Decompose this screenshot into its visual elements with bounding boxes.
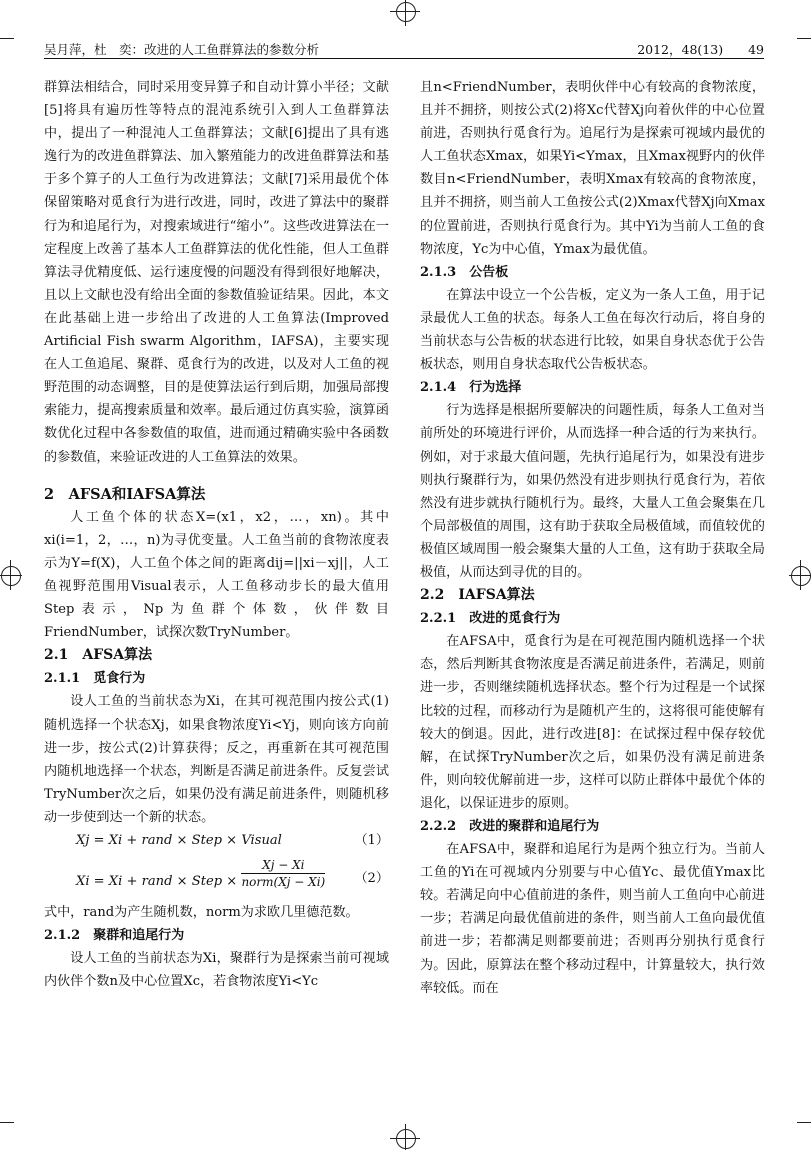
subsubsection-heading: 2.1.1 觅食行为 xyxy=(44,671,146,687)
equation-2 xyxy=(44,857,389,901)
crop-mark-bottom xyxy=(390,1124,420,1150)
right-column xyxy=(420,76,765,1000)
body-paragraph: 且n<FriendNumber，表明伙伴中心有较高的食物浓度，且并不拥挤，则按公式(2)将Xc代替Xj向着伙伴的中心位置前进，否则执行觅食行为。追尾行为是探索可视域内最优的人工鱼状态Xmax，如果Yi<Ymax，且Xmax视野内的伙伴数目n<FriendNumber，表明Xmax有较高的食物浓度，且并不拥挤，则当前人工鱼按公式(2)Xmax代替Xj向Xmax的位置前进，否则执行觅食行为。其中Yi为当前人工鱼的食物浓度，Yc为中心值，Ymax为最优值。 xyxy=(420,80,765,257)
subsubsection-heading: 2.1.2 聚群和追尾行为 xyxy=(44,928,185,944)
body-paragraph: 式中，rand为产生随机数，norm为求欧几里德范数。 xyxy=(44,905,359,920)
body-paragraph: 在AFSA中，聚群和追尾行为是两个独立行为。当前人工鱼的Yi在可视域内分别要与中心值Yc、最优值Ymax比较。若满足向中心值前进的条件，则当前人工鱼向中心前进一步；若满足向最优值前进的条件，则当前人工鱼向最优值前进一步；若都满足则都要前进；否则再分别执行觅食行为。因此，原算法在整个移动过程中，计算量较大，执行效率较低。而在 xyxy=(420,842,765,996)
body-paragraph: 行为选择是根据所要解决的问题性质，每条人工鱼对当前所处的环境进行评价，从而选择一种合适的行为来执行。例如，对于求最大值问题，先执行追尾行为，如果没有进步则执行聚群行为，如果仍然没有进步则执行觅食行为，若依然没有进步就执行随机行为。最终，大量人工鱼会聚集在几个局部极值的周围，这有助于获取全局极值域，而值较优的极值区域周围一般会聚集大量的人工鱼，这有助于获取全局极值，从而达到寻优的目的。 xyxy=(420,403,765,580)
body-paragraph: 设人工鱼的当前状态为Xi，在其可视范围内按公式(1)随机选择一个状态Xj，如果食物浓度Yi<Yj，则向该方向前进一步，按公式(2)计算获得；反之，再重新在其可视范围内随机地选择一个状态，判断是否满足前进条件。反复尝试TryNumber次之后，如果仍没有满足前进条件，则随机移动一步使到达一个新的状态。 xyxy=(44,694,389,825)
equation-1 xyxy=(44,829,389,857)
subsubsection-heading: 2.1.4 行为选择 xyxy=(420,380,522,396)
subsubsection-heading: 2.2.1 改进的觅食行为 xyxy=(420,611,561,627)
subsection-heading: 2.2 IAFSA算法 xyxy=(420,587,535,604)
body-paragraph: 在AFSA中，觅食行为是在可视范围内随机选择一个状态，然后判断其食物浓度是否满足前进条件，若满足，则前进一步，否则继续随机选择状态。整个行为过程是一个试探比较的过程，而移动行为是随机产生的，这将很可能使解有较大的倒退。因此，进行改进[8]：在试探过程中保存较优解，在试探TryNumber次之后，如果仍没有满足前进条件，则向较优解前进一步，这样可以防止群体中最优个体的退化，以保证进步的原则。 xyxy=(420,634,765,811)
subsubsection-heading: 2.2.2 改进的聚群和追尾行为 xyxy=(420,819,600,834)
running-header xyxy=(44,38,764,58)
subsubsection-heading: 2.1.3 公告板 xyxy=(420,264,509,280)
crop-mark-left xyxy=(0,560,22,590)
header-rule xyxy=(44,58,764,59)
corner-mark-tl xyxy=(0,38,14,39)
corner-mark-bl xyxy=(0,1122,14,1123)
body-paragraph: 在算法中设立一个公告板，定义为一条人工鱼，用于记录最优人工鱼的状态。每条人工鱼在每次行动后，将自身的当前状态与公告板的状态进行比较，如果自身状态优于公告板状态，则用自身状态取代公告板状态。 xyxy=(420,287,765,373)
section-heading: 2 AFSA和IAFSA算法 xyxy=(44,485,206,503)
corner-mark-tr xyxy=(797,38,811,39)
crop-mark-right xyxy=(789,560,811,590)
body-paragraph: 群算法相结合，同时采用变异算子和自动计算小半径；文献[5]将具有遍历性等特点的混沌系统引入到人工鱼群算法中，提出了一种混沌人工鱼群算法；文献[6]提出了具有逃逸行为的改进鱼群算法、加入繁殖能力的改进鱼群算法和基于多个算子的人工鱼行为改进算法；文献[7]采用最优个体保留策略对觅食行为进行改进，同时，改进了算法中的聚群行为和追尾行为，对搜索域进行“缩小”。这些改进算法在一定程度上改善了基本人工鱼群算法的优化性能，但人工鱼群算法寻优精度低、运行速度慢的问题没有得到很好地解决，且以上文献也没有给出全面的参数值验证结果。因此，本文在此基础上进一步给出了改进的人工鱼算法(Improved Artificial Fish swarm Algorithm，IAFSA)，主要实现在人工鱼追尾、聚群、觅食行为的改进，以及对人工鱼的视野范围的动态调整，目的是使算法运行到后期，加强局部搜索能力，提高搜索质量和效率。最后通过仿真实验，演算函数优化过程中各参数值的取值，进而通过精确实验中各函数的参数值，来验证改进的人工鱼算法的效果。 xyxy=(44,80,389,465)
header-title: 吴月萍，杜 奕：改进的人工鱼群算法的参数分析 xyxy=(44,42,320,57)
header-issue-page: 2012，48(13) 49 xyxy=(637,42,764,57)
left-column xyxy=(44,76,389,993)
equation-number: （1） xyxy=(354,833,389,848)
body-paragraph: 人工鱼个体的状态X=(x1，x2，…，xn)。其中xi(i=1，2，…，n)为寻优变量。人工鱼当前的食物浓度表示为Y=f(X)，人工鱼个体之间的距离dij=||xi－xj||，人工鱼视野范围用Visual表示，人工鱼移动步长的最大值用Step表示，Np为鱼群个体数，伙伴数目FriendNumber，试探次数TryNumber。 xyxy=(44,509,389,641)
equation-body: Xj = Xi + rand × Step × Visual xyxy=(76,833,282,848)
corner-mark-br xyxy=(797,1122,811,1123)
body-paragraph: 设人工鱼的当前状态为Xi，聚群行为是探索当前可视域内伙伴个数n及中心位置Xc，若食物浓度Yi<Yc xyxy=(44,951,389,990)
equation-lhs: Xi = Xi + rand × Step × xyxy=(76,874,238,889)
crop-mark-top xyxy=(390,0,420,26)
equation-number: （2） xyxy=(354,871,389,886)
fraction-numerator: Xj − Xi xyxy=(241,857,325,874)
fraction-denominator: norm(Xj − Xi) xyxy=(241,875,326,889)
subsection-heading: 2.1 AFSA算法 xyxy=(44,647,153,664)
equation-fraction xyxy=(241,857,325,890)
